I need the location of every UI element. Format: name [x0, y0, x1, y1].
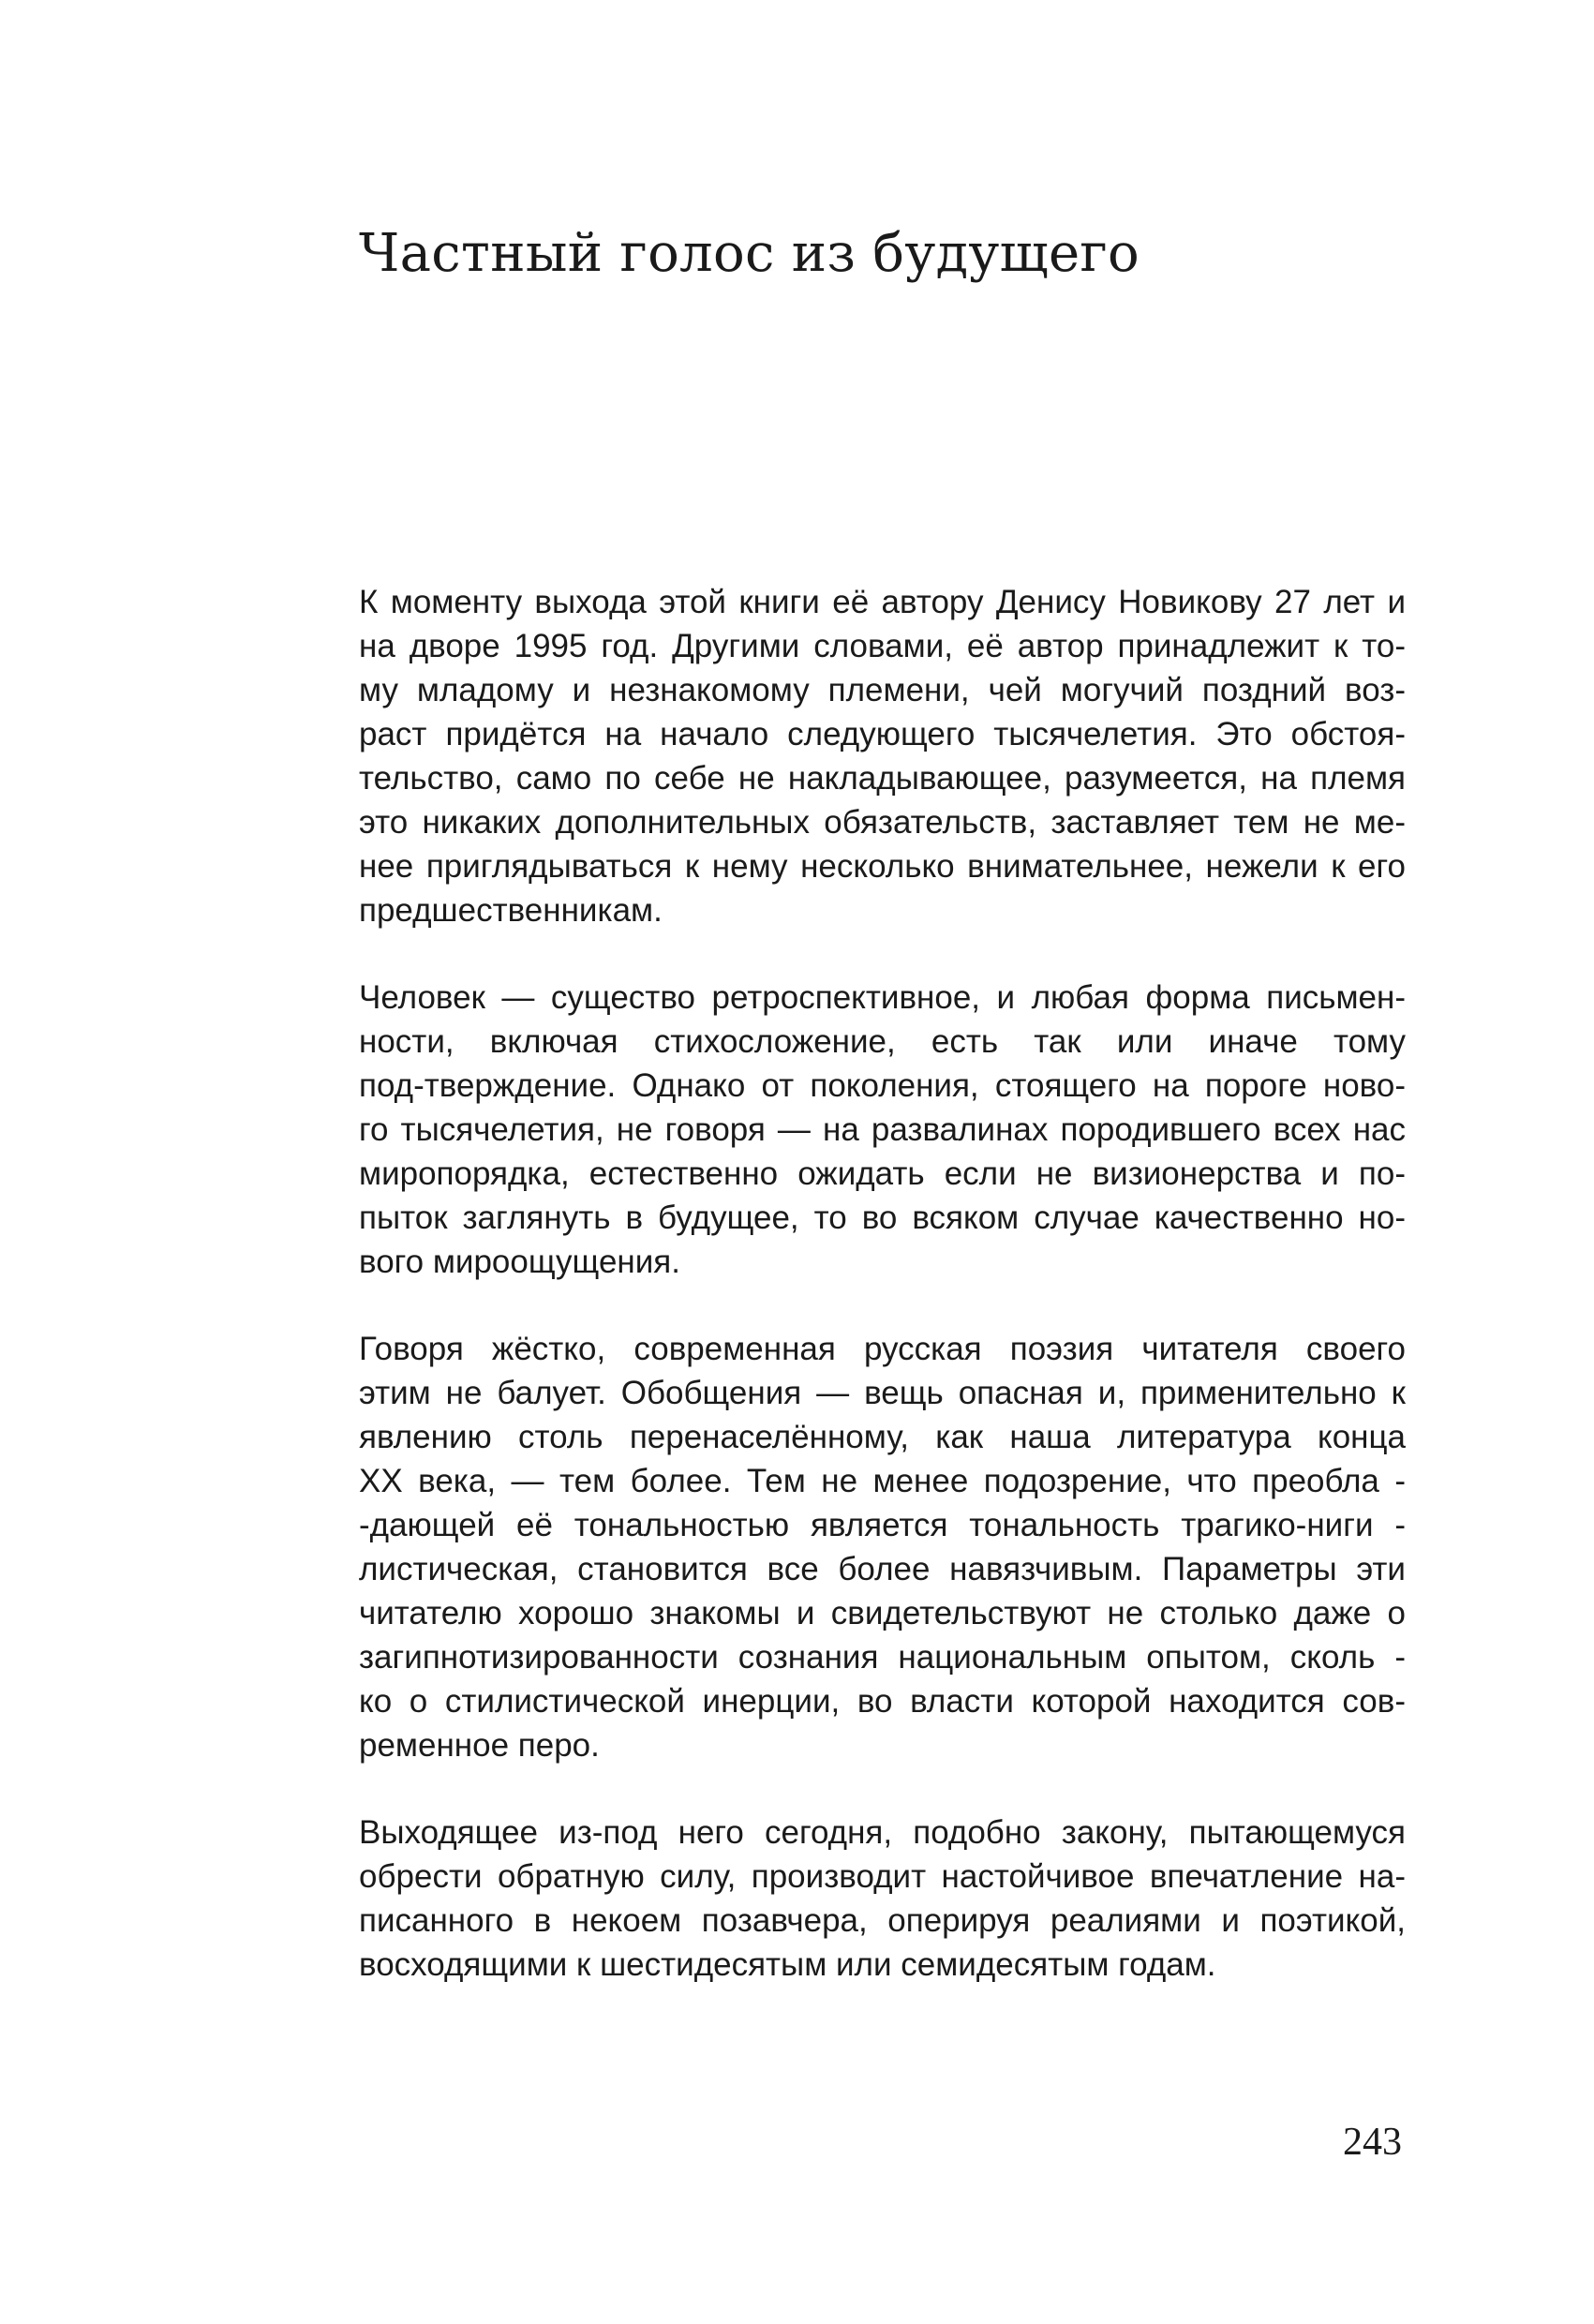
- text-line: обрести обратную силу, производит настойчивое впечатление на-: [359, 1858, 1406, 1895]
- text-line: предшественникам.: [359, 892, 663, 929]
- text-line: восходящими к шестидесятым или семидесятым годам.: [359, 1946, 1216, 1983]
- text-line: ности, включая стихосложение, есть так или иначе тому: [359, 1023, 1406, 1060]
- page-number: 243: [1343, 2121, 1402, 2164]
- text-line: тельство, само по себе не накладывающее, разумеется, на племя: [359, 760, 1406, 797]
- text-line: миропорядка, естественно ожидать если не визионерства и по-: [359, 1155, 1406, 1192]
- text-line: загипнотизированности сознания национальным опытом, сколь -: [359, 1639, 1406, 1676]
- text-line: ко о стилистической инерции, во власти которой находится сов-: [359, 1683, 1406, 1720]
- text-line: пыток заглянуть в будущее, то во всяком случае качественно но-: [359, 1199, 1406, 1236]
- text-line: му младому и незнакомому племени, чей могучий поздний воз-: [359, 672, 1406, 708]
- text-line: читателю хорошо знакомы и свидетельствуют не столько даже о: [359, 1595, 1406, 1631]
- text-line: это никаких дополнительных обязательств, заставляет тем не ме-: [359, 804, 1406, 841]
- text-line: XX века, — тем более. Тем не менее подозрение, что преобла -: [359, 1463, 1406, 1499]
- text-line: го тысячелетия, не говоря — на развалинах породившего всех нас: [359, 1111, 1406, 1148]
- text-line: под-тверждение. Однако от поколения, стоящего на пороге ново-: [359, 1067, 1406, 1104]
- paragraph: [359, 580, 1406, 932]
- paragraph: [359, 1327, 1406, 1767]
- text-line: листическая, становится все более навязчивым. Параметры эти: [359, 1551, 1406, 1587]
- body-text: [359, 580, 1406, 2030]
- text-line: К моменту выхода этой книги её автору Денису Новикову 27 лет и: [359, 584, 1406, 620]
- text-line: явлению столь перенаселённому, как наша литература конца: [359, 1419, 1406, 1455]
- text-line: раст придётся на начало следующего тысячелетия. Это обстоя-: [359, 716, 1406, 752]
- text-line: вого мироощущения.: [359, 1244, 680, 1280]
- paragraph: [359, 1810, 1406, 1987]
- text-line: Говоря жёстко, современная русская поэзия читателя своего: [359, 1331, 1406, 1367]
- text-line: нее приглядываться к нему несколько внимательнее, нежели к его: [359, 848, 1406, 885]
- text-line: на дворе 1995 год. Другими словами, её автор принадлежит к то-: [359, 628, 1406, 664]
- text-line: писанного в некоем позавчера, оперируя реалиями и поэтикой,: [359, 1902, 1406, 1939]
- text-line: Выходящее из-под него сегодня, подобно закону, пытающемуся: [359, 1814, 1406, 1851]
- text-line: Человек — существо ретроспективное, и любая форма письмен-: [359, 979, 1406, 1016]
- text-line: этим не балует. Обобщения — вещь опасная и, применительно к: [359, 1375, 1406, 1411]
- text-line: ременное перо.: [359, 1727, 600, 1764]
- paragraph: [359, 976, 1406, 1284]
- page-title: Частный голос из будущего: [359, 223, 1140, 284]
- text-line: -дающей её тональностью является тональность трагико-ниги -: [359, 1507, 1406, 1543]
